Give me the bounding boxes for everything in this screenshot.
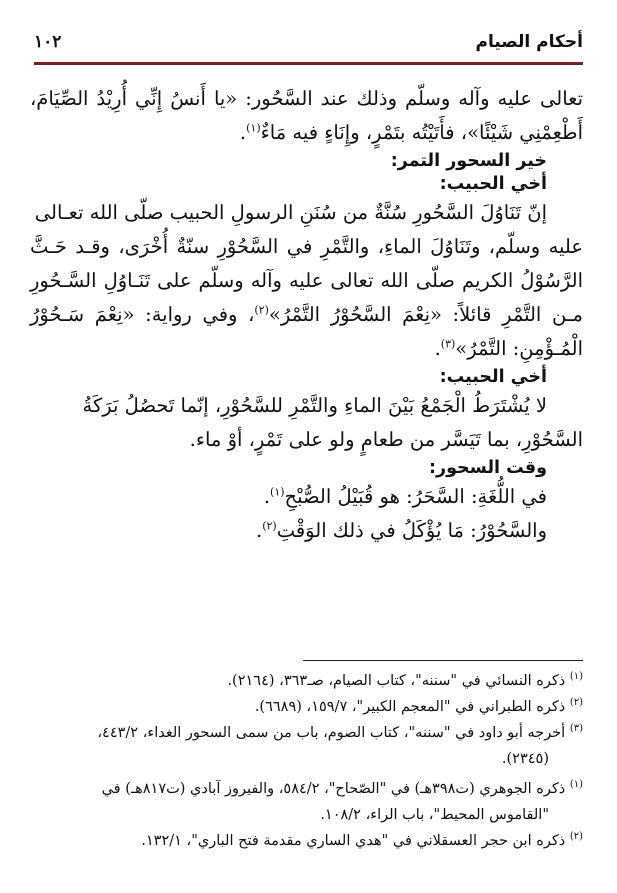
- text-line: .: [434, 337, 441, 360]
- paragraph: [30, 82, 583, 150]
- footnote-mark: (١): [569, 671, 583, 683]
- footnote: [30, 668, 583, 694]
- section-heading: أخي الحبيب:: [439, 174, 547, 194]
- footnote-text: أخرجه أبو داود في "سننه"، كتاب الصوم، باب من سمى السحور الغداء، ٤٤٣/٢،: [97, 725, 566, 741]
- footnote-ref[interactable]: (١): [270, 485, 285, 499]
- footnote-text: ذكره ابن حجر العسقلاني في "هدي الساري مقدمة فتح الباري"، ١٣٢/١.: [141, 833, 566, 849]
- footnote-ref[interactable]: (١): [246, 121, 261, 135]
- footnote: [30, 720, 583, 746]
- footnote-text: ذكره الطبراني في "المعجم الكبير"، ١٥٩/٧، (٦٦٨٩).: [254, 699, 566, 715]
- paragraph: [30, 389, 583, 423]
- text-line: السَّحُوْرِ، بما تَيَسَّر من طعامٍ ولو على تَمْرٍ، أوْ ماء.: [189, 428, 583, 451]
- text-line: عليه وسلّم، وتَنَاوُلَ الماءِ، والتَّمْرِ في السَّحُوْرِ سنّةٌ أُخْرَى، وقـد حَـثَّ: [30, 235, 583, 258]
- footnote-continuation: (٢٣٤٥).: [501, 751, 549, 767]
- footnote: [30, 828, 583, 854]
- footnote-text: ذكره الجوهري (ت٣٩٨هـ) في "الصّحاح"، ٥٨٤/٢، والفيروز آبادي (ت٨١٧هـ) في: [101, 781, 566, 797]
- footnote-ref[interactable]: (٣): [440, 337, 456, 351]
- text-line: في اللُّغَةِ: السَّحَرُ: هو قُبَيْلُ الصُّبْحِ: [284, 485, 547, 508]
- paragraph: [30, 423, 583, 457]
- text-line: التَّمْرِ قائلاً: «نِعْمَ السَّحُوْرُ التَّمْرُ»: [268, 303, 542, 326]
- footnote-mark: (٣): [569, 723, 583, 735]
- footnote-ref[interactable]: (٢): [254, 303, 269, 317]
- footnote-ref[interactable]: (٢): [262, 519, 277, 533]
- footnote-separator: [303, 660, 583, 661]
- footnotes: [30, 668, 583, 854]
- text-line: .: [239, 121, 247, 144]
- text-line: الرَّسُوْلُ الكريم صلّى الله تعالى عليه وآله وسلّم على تَنَـاوُلِ السَّـحُورِ مـن: [30, 269, 584, 326]
- page-header: [34, 28, 583, 56]
- paragraph: [30, 480, 583, 514]
- header-rule: [34, 62, 583, 65]
- section-heading: خير السحور التمر:: [390, 151, 547, 171]
- text-line: لا يُشْتَرَطُ الْجَمْعُ بَيْنَ الماءِ والتَّمْرِ للسَّحُوْرِ، إنّما تَحصُلُ بَرَكَةُ: [82, 394, 547, 417]
- text-line: .: [263, 485, 271, 508]
- paragraph: [30, 514, 583, 548]
- text-line: التَّمْرُ»: [455, 337, 507, 360]
- paragraph: [30, 230, 583, 366]
- page-number: ١٠٢: [34, 32, 62, 52]
- text-line: أَطْعِمْنِي شَيْئًا»، فأَتَيْتُه بتَمْرٍ، وإِنَاءٍ فيه مَاءٌ: [260, 121, 583, 144]
- text-line: .: [255, 519, 263, 542]
- footnote: [30, 694, 583, 720]
- text-line: ، وفي رواية: «نِعْمَ سَـحُوْرُ الْمُـؤْمِنِ:: [30, 303, 583, 360]
- footnote-mark: (٢): [569, 831, 583, 843]
- footnote-continuation: "القاموس المحيط"، باب الراء، ١٠٨/٢.: [320, 807, 549, 823]
- footnote-mark: (٢): [569, 697, 583, 709]
- paragraph: [30, 196, 583, 230]
- running-title: أحكام الصيام: [475, 32, 583, 52]
- text-line: تعالى عليه وآله وسلّم وذلك عند السَّحُور: «يا أَنسُ إِنِّي أُرِيْدُ الصِّيَامَ،: [30, 87, 583, 110]
- text-line: والسَّحُوْرُ: مَا يُؤْكَلُ في ذلك الوَقْتِ: [276, 519, 547, 542]
- section-heading: أخي الحبيب:: [439, 367, 547, 387]
- footnote-mark: (١): [569, 779, 583, 791]
- section-heading: وقت السحور:: [429, 458, 547, 478]
- footnote-text: ذكره النسائي في "سننه"، كتاب الصيام، صـ٣٦٣، (٢١٦٤).: [227, 673, 566, 689]
- main-text: [30, 82, 583, 548]
- text-line: إنّ تَنَاوُلَ السَّحُورِ سُنَّةٌ من سُنَنِ الرسولِ الحبيب صلّى الله تعـالى: [34, 201, 547, 224]
- footnote: [30, 776, 583, 802]
